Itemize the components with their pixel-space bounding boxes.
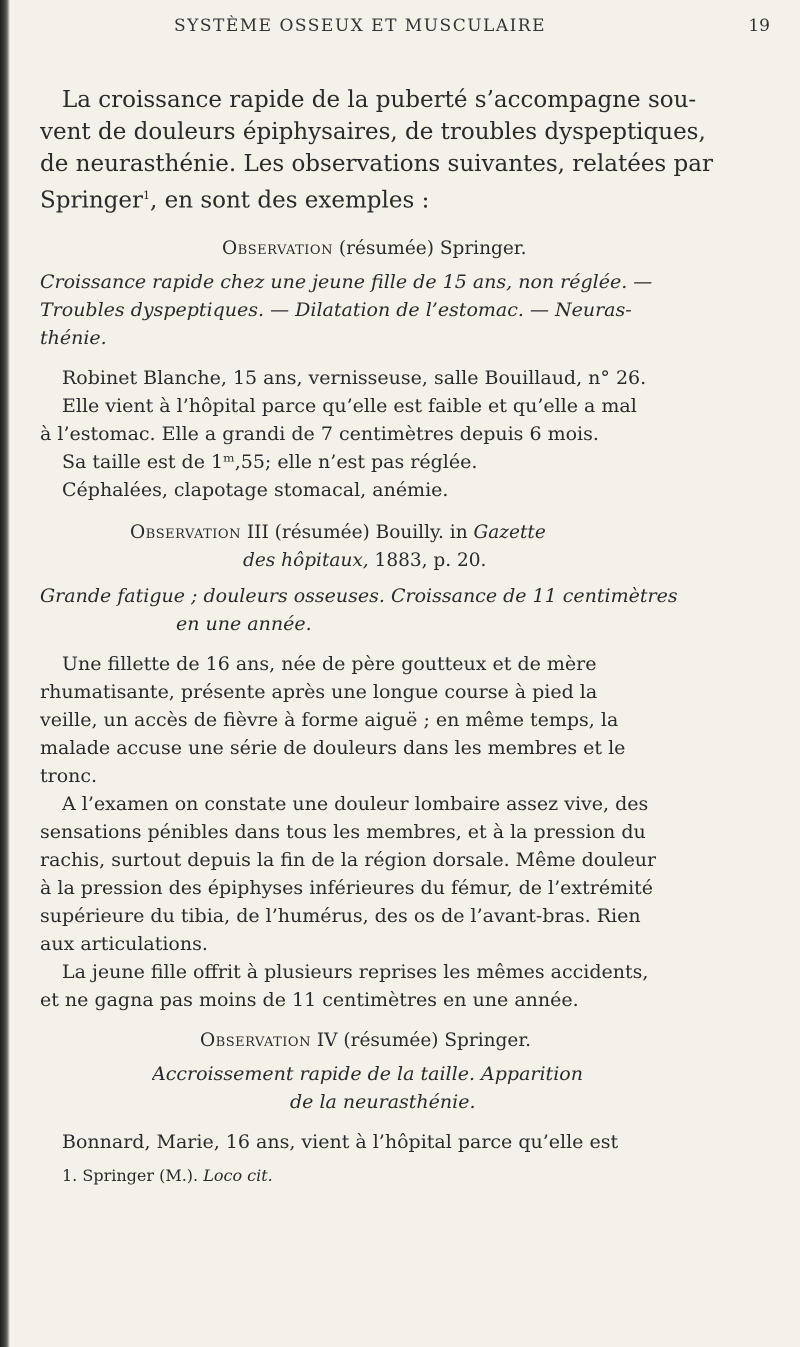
footnote-ref: 1	[142, 189, 150, 202]
obs2-heading-text: (résumée) Springer.	[338, 238, 527, 259]
obs2-heading-label: Observation	[222, 238, 333, 259]
obs3-text-line-9: à la pression des épiphyses inférieures du fémur, de l’extrémité	[40, 877, 654, 899]
obs3-summary-line-1: Grande fatigue ; douleurs osseuses. Croissance de 11 centimètres	[40, 585, 678, 607]
obs3-text-line-3: veille, un accès de fièvre à forme aiguë ; en même temps, la	[40, 709, 619, 731]
obs3-heading-line-2	[243, 550, 486, 571]
obs4-heading-text: IV (résumée) Springer.	[316, 1030, 532, 1051]
obs3-text-line-12: La jeune fille offrit à plusieurs reprises les mêmes accidents,	[62, 961, 649, 983]
obs3-heading-line-1	[130, 522, 546, 543]
obs4-heading	[200, 1030, 531, 1051]
page-number: 19	[748, 16, 770, 36]
obs3-text-line-5: tronc.	[40, 765, 98, 787]
intro-line-2: vent de douleurs épiphysaires, de troubles dyspeptiques,	[40, 119, 706, 145]
intro-line-1: La croissance rapide de la puberté s’accompagne sou-	[62, 87, 697, 113]
obs2-heading	[222, 238, 527, 259]
obs3-heading-ref: 1883, p. 20.	[368, 550, 487, 571]
obs4-summary-line-2: de la neurasthénie.	[290, 1091, 476, 1113]
obs3-text-line-13: et ne gagna pas moins de 11 centimètres en une année.	[40, 989, 579, 1011]
obs2-text-line-4: Sa taille est de 1ᵐ,55; elle n’est pas réglée.	[62, 451, 478, 473]
obs2-text-line-1: Robinet Blanche, 15 ans, vernisseuse, salle Bouillaud, n° 26.	[62, 367, 647, 389]
obs2-summary-line-2: Troubles dyspeptiques. — Dilatation de l’estomac. — Neuras-	[40, 299, 632, 321]
obs2-text-line-5: Céphalées, clapotage stomacal, anémie.	[62, 479, 449, 501]
obs4-summary-line-1: Accroissement rapide de la taille. Apparition	[152, 1063, 583, 1085]
running-title: SYSTÈME OSSEUX ET MUSCULAIRE	[174, 16, 547, 36]
intro-line-4-rest: , en sont des exemples :	[149, 187, 430, 214]
footnote-number: 1.	[62, 1166, 78, 1185]
obs2-summary-line-1: Croissance rapide chez une jeune fille de 15 ans, non réglée. —	[40, 271, 653, 293]
obs2-text-line-3: à l’estomac. Elle a grandi de 7 centimètres depuis 6 mois.	[40, 423, 599, 445]
intro-line-4	[40, 180, 429, 217]
footnote-author: Springer (M.).	[82, 1166, 199, 1185]
obs3-text-line-6: A l’examen on constate une douleur lombaire assez vive, des	[62, 793, 649, 815]
footnote-ref-text: Loco cit.	[203, 1166, 273, 1185]
obs3-heading-label: Observation	[130, 522, 241, 543]
intro-author: Springer	[40, 187, 143, 214]
obs3-text-line-10: supérieure du tibia, de l’humérus, des os de l’avant-bras. Rien	[40, 905, 641, 927]
obs3-journal-line-2: des hôpitaux,	[243, 550, 369, 571]
obs3-heading-text: III (résumée) Bouilly. in	[246, 522, 474, 543]
obs4-text-line-1: Bonnard, Marie, 16 ans, vient à l’hôpital parce qu’elle est	[62, 1131, 619, 1153]
obs3-text-line-8: rachis, surtout depuis la fin de la région dorsale. Même douleur	[40, 849, 657, 871]
obs3-text-line-2: rhumatisante, présente après une longue course à pied la	[40, 681, 598, 703]
obs3-text-line-11: aux articulations.	[40, 933, 208, 955]
footnote	[62, 1164, 273, 1188]
obs2-summary-line-3: thénie.	[40, 327, 107, 349]
obs4-heading-label: Observation	[200, 1030, 311, 1051]
obs3-journal: Gazette	[473, 522, 546, 543]
obs3-text-line-4: malade accuse une série de douleurs dans les membres et le	[40, 737, 626, 759]
obs3-text-line-7: sensations pénibles dans tous les membres, et à la pression du	[40, 821, 646, 843]
obs2-text-line-2: Elle vient à l’hôpital parce qu’elle est faible et qu’elle a mal	[62, 395, 637, 417]
intro-line-3: de neurasthénie. Les observations suivantes, relatées par	[40, 151, 713, 177]
obs3-text-line-1: Une fillette de 16 ans, née de père goutteux et de mère	[62, 653, 597, 675]
obs3-summary-line-2: en une année.	[176, 613, 312, 635]
